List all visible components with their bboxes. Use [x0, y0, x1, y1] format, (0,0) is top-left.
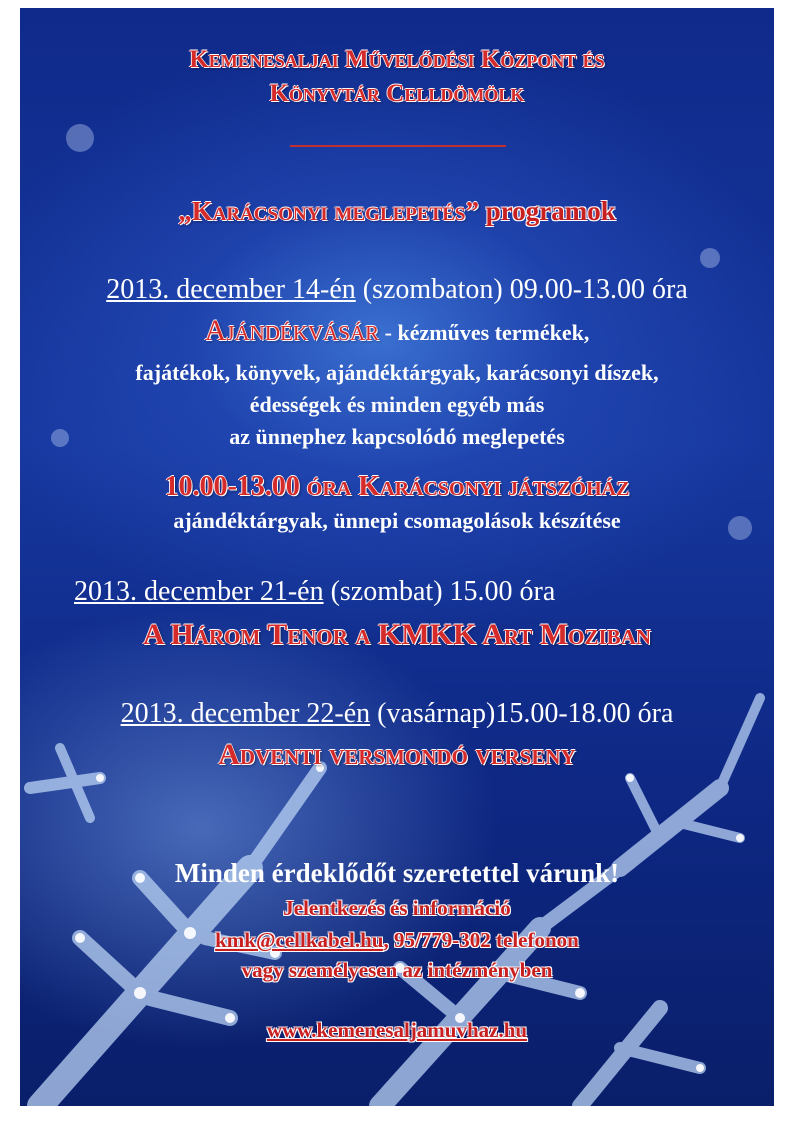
event1-desc-line3: édességek és minden egyéb más [249, 392, 545, 417]
event1-desc-line2: fajátékok, könyvek, ajándéktárgyak, karácsonyi díszek, [135, 360, 659, 385]
event1-date: 2013. december 14-én [106, 274, 356, 305]
event1-title-line [20, 314, 774, 348]
website-link[interactable]: www.kemenesaljamuvhaz.hu [266, 1018, 528, 1042]
event3-day: (vasárnap) [370, 698, 496, 729]
footer-contact [20, 928, 774, 953]
event1-sub-desc: ajándéktárgyak, ünnepi csomagolások készítése [173, 508, 621, 533]
event1-desc-line4: az ünnephez kapcsolódó meglepetés [229, 424, 565, 449]
footer-info: Jelentkezés és információ [283, 896, 511, 920]
program-title-name: „Karácsonyi meglepetés” [178, 196, 479, 226]
event3-heading [20, 698, 774, 730]
header-line-2: Könyvtár Celldömölk [269, 80, 525, 107]
event1-title: Ajándékvásár [204, 314, 380, 347]
event2-day: (szombat) [323, 576, 450, 607]
event1-heading [20, 274, 774, 306]
footer-welcome: Minden érdeklődőt szeretettel várunk! [174, 858, 620, 888]
event1-time: 09.00-13.00 óra [509, 274, 688, 305]
event2-date: 2013. december 21-én [74, 576, 324, 607]
event1-day: (szombaton) [355, 274, 510, 305]
header-line-1: Kemenesaljai Művelődési Központ és [189, 46, 605, 73]
event1-sub-title: 10.00-13.00 óra Karácsonyi játszóház [164, 471, 630, 502]
event3-time: 15.00-18.00 óra [495, 698, 674, 729]
program-title-suffix: programok [478, 196, 616, 226]
event1-desc-line1: - kézműves termékek, [379, 320, 590, 345]
event2-time: 15.00 óra [449, 576, 556, 607]
poster [20, 8, 774, 1106]
email-link[interactable]: kmk@cellkabel.hu [215, 928, 384, 952]
event3-date: 2013. december 22-én [120, 698, 371, 729]
header-divider [290, 145, 506, 147]
event2-title: A Három Tenor a KMKK Art Moziban [142, 618, 652, 651]
program-title [20, 196, 774, 227]
event3-title: Adventi versmondó verseny [218, 738, 576, 771]
footer-in-person: vagy személyesen az intézményben [241, 958, 553, 982]
footer-phone: , 95/779-302 telefonon [383, 928, 579, 952]
event2-heading [20, 576, 774, 608]
